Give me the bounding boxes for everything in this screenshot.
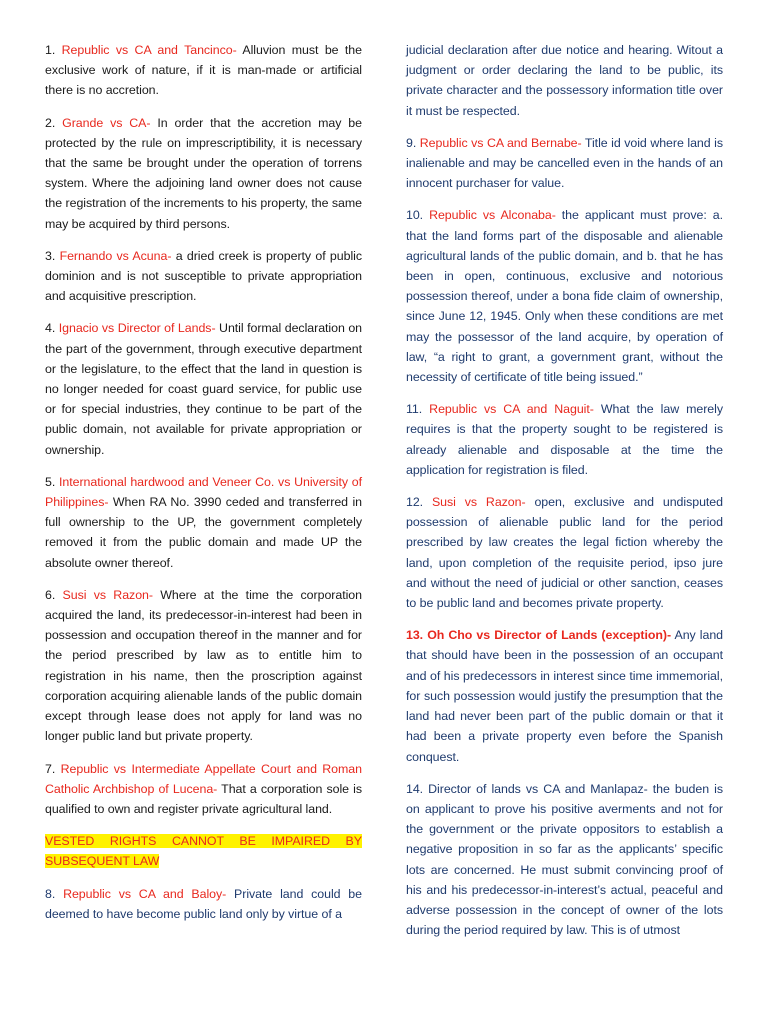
entry-number: 11.: [406, 402, 423, 417]
case-entry-9: [406, 133, 723, 194]
case-name: International hardwood and Veneer Co. vs University of Philippines-: [45, 474, 362, 510]
case-summary: the applicant must prove: a. that the land forms part of the disposable and alienable agricultural lands of the public domain, and b. that he has been in open, continuous, exclusive and notorious possession thereof, under a bona fide claim of ownership, since June 12, 1945. Only when these conditions are met may the possessor of the land acquire, by operation of law, “a right to grant, a government grant, without the necessity of certificate of title being issued.”: [406, 208, 723, 385]
case-entry-8-continuation: judicial declaration after due notice and hearing. Witout a judgment or order declaring the land to be public, its private character and the possessory information title over it must be respected.: [406, 43, 723, 118]
case-entry-2: [45, 113, 362, 234]
entry-number: 7.: [45, 761, 56, 776]
case-entry-13: [406, 625, 723, 766]
case-summary: Alluvion must be the exclusive work of nature, if it is man-made or artificial there is no accretion.: [45, 43, 362, 98]
case-name: Republic vs CA and Tancinco-: [61, 43, 237, 57]
case-summary: That a corporation sole is qualified to own and register private agricultural land.: [45, 781, 362, 816]
case-summary: open, exclusive and undisputed possession of alienable public land for the period prescribed by law creates the legal fiction whereby the land, upon completion of the requisite period, ipso jure and without the need of judicial or other sanction, ceases to be public land and becomes private property.: [406, 495, 723, 611]
case-name: Grande vs CA-: [62, 115, 151, 130]
entry-number: 6.: [45, 587, 56, 602]
case-summary: Where at the time the corporation acquired the land, its predecessor-in-interest had been in possession and occupation thereof in the manner and for the period prescribed by law as to entitle him to registration in his name, then the proscription against corporation acquiring alienable lands of the public domain except through lease does not apply for land was no longer public land but private property.: [45, 587, 362, 744]
case-entry-11: [406, 399, 723, 480]
case-entry-4: [45, 318, 362, 459]
case-entry-7: [45, 759, 362, 820]
case-name: Susi vs Razon-: [431, 495, 526, 510]
case-entry-8: [45, 884, 362, 924]
right-column: [406, 40, 723, 952]
case-name: Republic vs CA and Bernabe-: [419, 135, 582, 150]
case-entry-6: [45, 585, 362, 747]
entry-number: 3.: [45, 248, 56, 263]
entry-number: 9.: [406, 135, 417, 150]
entry-number: 12.: [406, 495, 424, 510]
case-summary: In order that the accretion may be protected by the rule on imprescriptibility, it is necessary that the same be brought under the operation of torrens system. Where the adjoining land owner does not cause the registration of the increments to his property, the same may be acquired by third persons.: [45, 115, 362, 231]
case-entry-12: [406, 492, 723, 613]
entry-number: 1.: [45, 43, 56, 57]
case-summary: Private land could be deemed to have become public land only by virtue of a: [45, 886, 362, 921]
case-name: Fernando vs Acuna-: [59, 248, 172, 263]
case-entry-5: [45, 472, 362, 573]
case-name: Republic vs CA and Baloy-: [63, 886, 227, 901]
case-entry-10: [406, 205, 723, 387]
left-column: [45, 40, 362, 936]
entry-number: 8.: [45, 886, 56, 901]
case-summary: Until formal declaration on the part of the government, through executive department or the legislature, to the effect that the land in question is no longer needed for coast guard service, for public use or for special industries, they continue to be part of the public domain, not available for private appropriation or ownership.: [45, 321, 363, 457]
entry-number: 5.: [45, 474, 56, 489]
entry-number: 10.: [406, 208, 424, 223]
section-heading: VESTED RIGHTS CANNOT BE IMPAIRED BY SUBSEQUENT LAW: [45, 834, 362, 869]
case-summary: Any land that should have been in the possession of an occupant and of his predecessors in interest since time immemorial, for such possession would justify the presumption that the land had never been part of the public domain or that it had been a private property even before the Spanish conquest.: [406, 628, 723, 764]
case-entry-3: [45, 246, 362, 307]
case-summary: Title id void where land is inalienable and may be cancelled even in the hands of an innocent purchaser for value.: [406, 135, 723, 191]
case-summary: When RA No. 3990 ceded and transferred in full ownership to the UP, the government completely removed it from the public domain and made UP the absolute owner thereof.: [45, 495, 362, 570]
case-name: Republic vs Alconaba-: [429, 208, 556, 223]
section-heading-block: [45, 831, 362, 871]
case-name: Ignacio vs Director of Lands-: [58, 321, 216, 336]
case-name: Oh Cho vs Director of Lands (exception)-: [427, 628, 672, 643]
case-summary: a dried creek is property of public dominion and is not susceptible to private appropriation and acquisitive prescription.: [45, 248, 362, 304]
case-summary: What the law merely requires is that the property sought to be registered is already alienable and disposable at the time the application for registration is filed.: [406, 402, 723, 477]
case-entry-1: [45, 40, 362, 101]
case-name: Susi vs Razon-: [62, 587, 153, 602]
case-entry-14: [406, 779, 723, 941]
entry-number: 2.: [45, 115, 56, 130]
case-name: Republic vs Intermediate Appellate Court and Roman Catholic Archbishop of Lucena-: [45, 761, 362, 796]
case-summary: Director of lands vs CA and Manlapaz- the buden is on applicant to prove his positive averments and not for the government or the private oppositors to establish a negative proposition in so far as the applicants’ specific lots are concerned. He must submit convincing proof of his and his predecessor-in-interest’s actual, peaceful and adverse possession in the concept of owner of the lots during the period required by law. This is of utmost: [406, 781, 723, 938]
entry-number: 14.: [406, 781, 424, 796]
case-name: Republic vs CA and Naguit-: [429, 402, 594, 417]
entry-number: 4.: [45, 321, 56, 336]
entry-number: 13.: [406, 628, 424, 643]
